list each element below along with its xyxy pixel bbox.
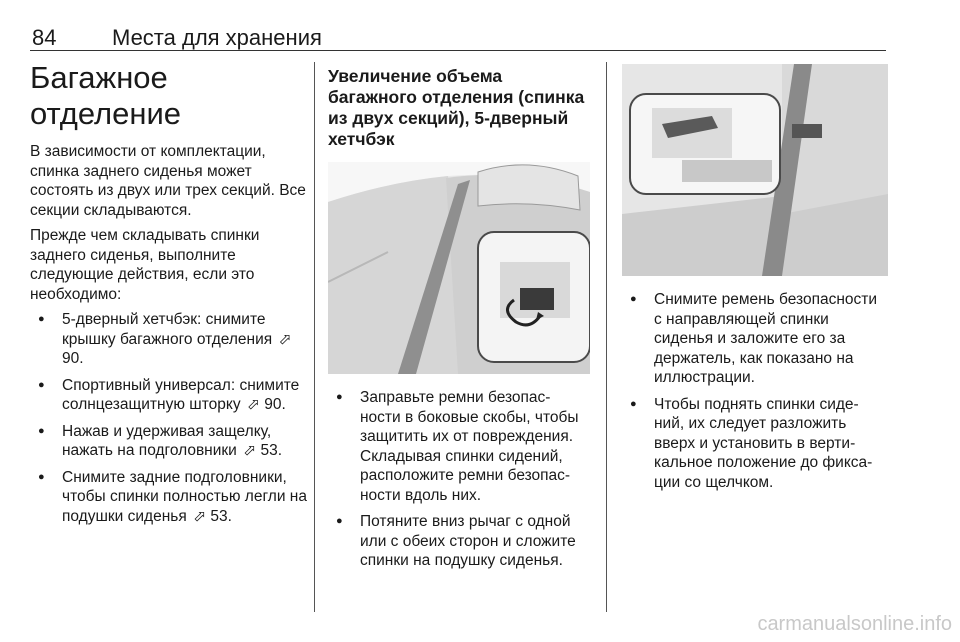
list-item: ● Снимите задние подголовники, чтобы спинки полностью легли на подушки сиденья ⬀ 53. xyxy=(30,468,308,527)
watermark: carmanualsonline.info xyxy=(757,613,952,635)
subsection-heading: Увеличение объема багажного отделения (спинка из двух секций), 5-дверный хетчбэк xyxy=(328,66,585,149)
list-item: ● Потяните вниз рычаг с одной или с обеих сторон и сложите спинки на подушку сиденья. xyxy=(328,512,590,571)
column-divider xyxy=(606,62,607,612)
paragraph: Прежде чем складывать спинки заднего сиденья, выполните следующие действия, если это необходимо: xyxy=(30,227,260,303)
page-ref[interactable]: 53. xyxy=(210,507,232,525)
list-item: ● Чтобы поднять спинки сиде-ний, их следует разложить вверх и установить в верти-кальное положение до фикса-ции со щелчком. xyxy=(622,395,888,493)
page-ref-icon[interactable]: ⬀ xyxy=(278,330,292,348)
page-ref[interactable]: 90. xyxy=(264,396,286,413)
paragraph: В зависимости от комплектации, спинка заднего сиденья может состоять из двух или трех секций. Все секции складываются. xyxy=(30,143,306,219)
bullet-list xyxy=(622,290,888,492)
list-item: ● Спортивный универсал: снимите солнцезащитную шторку ⬀ 90. xyxy=(30,376,308,415)
seat-belt-holder-illustration xyxy=(622,64,888,276)
bullet-list xyxy=(30,310,308,526)
page-ref[interactable]: 90. xyxy=(62,350,84,367)
list-item: ● Снимите ремень безопасности с направляющей спинки сиденья и заложите его за держатель, как показано на иллюстрации. xyxy=(622,290,888,388)
seat-belt-bracket-illustration xyxy=(328,162,590,374)
list-item: ● Нажав и удерживая защелку, нажать на подголовники ⬀ 53. xyxy=(30,422,308,461)
page-number: 84 xyxy=(32,25,57,50)
list-item: ● 5-дверный хетчбэк: снимите крышку багажного отделения ⬀ 90. xyxy=(30,310,308,369)
section-title: Места для хранения xyxy=(112,25,322,50)
list-item: ● Заправьте ремни безопас-ности в боковые скобы, чтобы защитить их от повреждения. Складывая спинки сидений, расположите ремни безопас-ности вдоль них. xyxy=(328,388,590,505)
page-header xyxy=(30,25,886,51)
page-ref[interactable]: 53. xyxy=(260,442,283,459)
page-ref-icon[interactable]: ⬀ xyxy=(193,507,207,525)
column-3 xyxy=(622,60,888,499)
page-ref-icon[interactable]: ⬀ xyxy=(243,442,257,459)
column-divider xyxy=(314,62,315,612)
bullet-list xyxy=(328,388,590,571)
column-1 xyxy=(30,60,308,533)
page-ref-icon[interactable]: ⬀ xyxy=(246,396,260,413)
page-heading: Багажное отделение xyxy=(30,60,182,131)
column-2 xyxy=(328,60,590,578)
